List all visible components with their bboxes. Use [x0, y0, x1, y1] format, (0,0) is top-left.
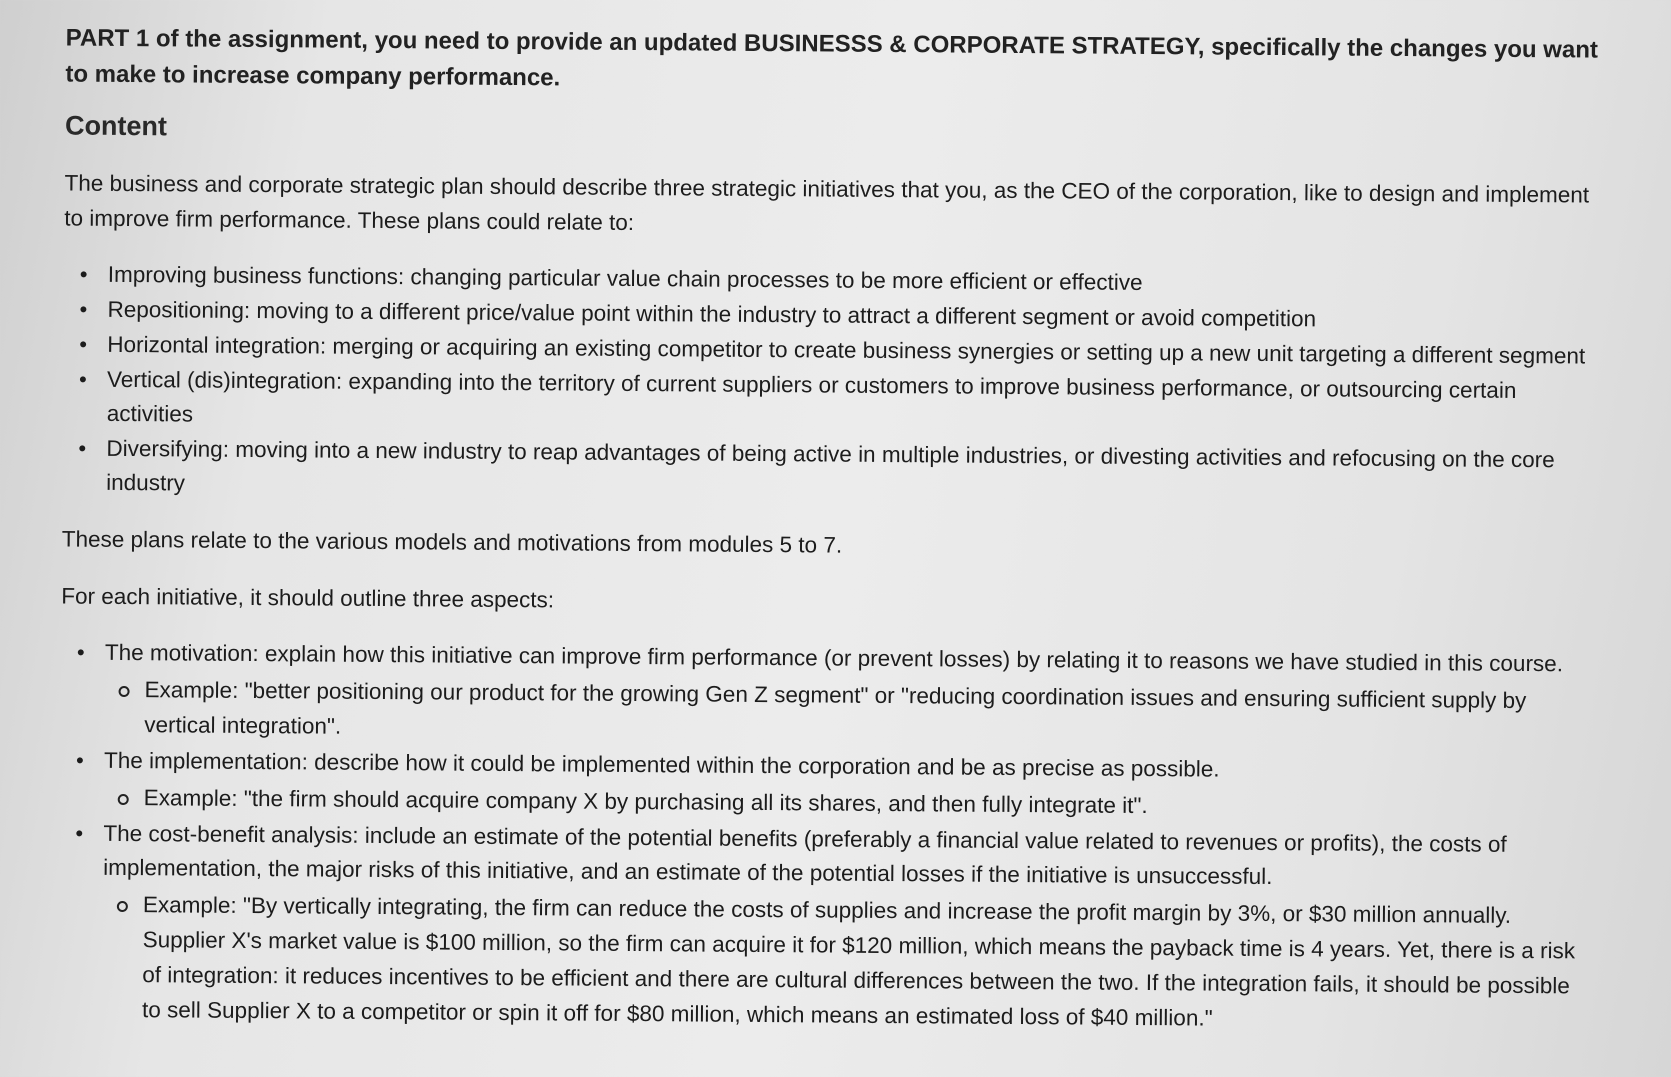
aspect-text: The cost-benefit analysis: include an estimate of the potential benefits (preferably a financial value related to revenues or profits), the costs of implementation, the major risks of this initiative, and an estimate of the potential losses if the initiative is unsuccessful.	[103, 820, 1507, 890]
example-item: Example: "the firm should acquire company X by purchasing all its shares, and then fully integrate it".	[144, 780, 1595, 826]
example-list	[102, 887, 1594, 1039]
list-item: • Repositioning: moving to a different price/value point within the industry to attract a different segment or avoid competition	[107, 293, 1598, 339]
aspects-list	[58, 635, 1596, 1038]
list-item: • Improving business functions: changing particular value chain processes to be more efficient or effective	[108, 258, 1599, 304]
example-item: Example: "By vertically integrating, the firm can reduce the costs of supplies and increase the profit margin by 3%, or $30 million annually. Supplier X's market value is $100 million, so the firm can acquire it for $120 million, which means the payback time is 4 years. Yet, there is a risk of integration: it reduces incentives to be efficient and there are cultural differences between the two. If the integration fails, it should be possible to sell Supplier X to a competitor or spin it off for $80 million, which means an estimated loss of $40 million."	[142, 887, 1594, 1038]
intro-paragraph: The business and corporate strategic plan should describe three strategic initiatives that you, as the CEO of the corporation, like to design and implement to improve firm performance. These plans could relate to:	[64, 170, 1590, 235]
aspect-text: The implementation: describe how it could be implemented within the corporation and be as precise as possible.	[103, 747, 1220, 782]
aspect-motivation	[104, 636, 1596, 754]
aspect-cost-benefit	[102, 817, 1595, 1039]
plan-options-list	[62, 258, 1599, 512]
aspects-intro: For each initiative, it should outline three aspects:	[61, 583, 555, 613]
list-item: • Diversifying: moving into a new industry to reap advantages of being active in multiple industries, or divesting activities and refocusing on the core industry	[106, 432, 1597, 512]
aspect-text: The motivation: explain how this initiative can improve firm performance (or prevent losses) by relating it to reasons we have studied in this course.	[104, 639, 1564, 677]
example-list	[104, 672, 1596, 754]
example-item: Example: "better positioning our product for the growing Gen Z segment" or "reducing coordination issues and ensuring sufficient supply by vertical integration".	[144, 672, 1596, 753]
aspect-implementation	[104, 744, 1596, 827]
list-item: • Horizontal integration: merging or acquiring an existing competitor to create business synergies or setting up a new unit targeting a different segment	[107, 328, 1598, 374]
content-title: Content	[64, 110, 168, 142]
list-item: • Vertical (dis)integration: expanding into the territory of current suppliers or customers to improve business performance, or outsourcing certain activities	[107, 363, 1598, 443]
modules-note: These plans relate to the various models and motivations from modules 5 to 7.	[61, 526, 843, 558]
assignment-heading: PART 1 of the assignment, you need to provide an updated BUSINESSS & CORPORATE STRATEGY, specifically the changes you want to make to increase company performance.	[65, 24, 1599, 92]
